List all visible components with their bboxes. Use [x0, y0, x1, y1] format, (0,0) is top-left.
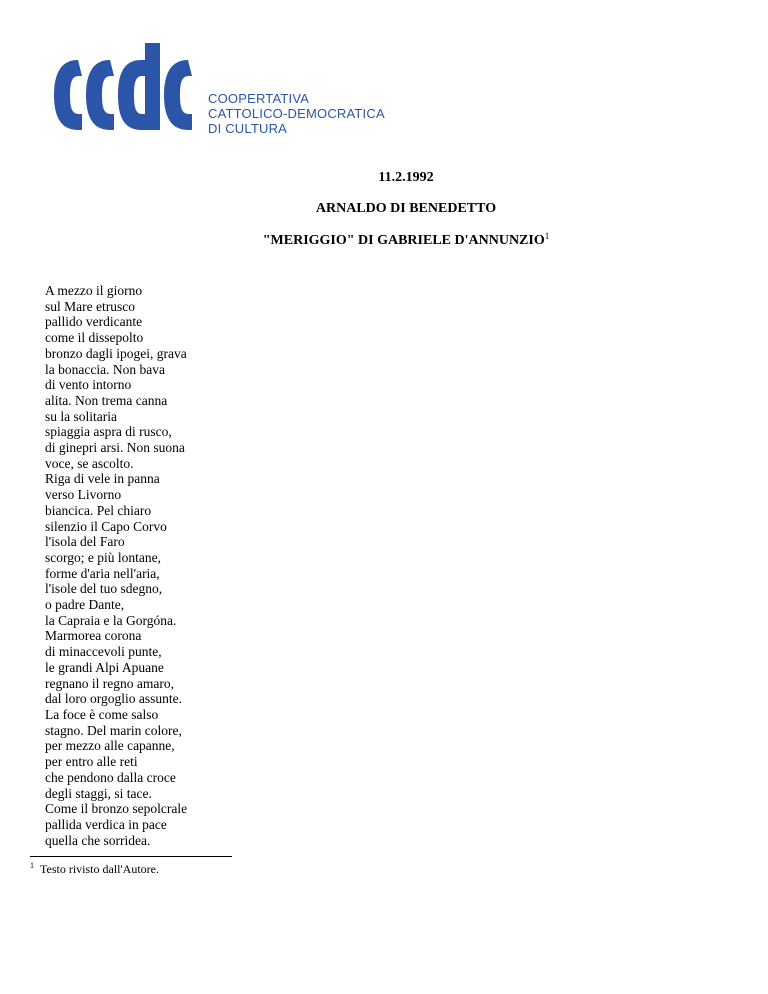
poem-line: Riga di vele in panna [45, 471, 160, 487]
poem-text [45, 283, 187, 848]
footnote-divider [30, 856, 232, 857]
poem-line: di ginepri arsi. Non suona [45, 440, 185, 456]
poem-line: pallido verdicante [45, 314, 143, 330]
poem-line: voce, se ascolto. [45, 455, 134, 471]
poem-line: sul Mare etrusco [45, 298, 135, 314]
poem-line: biancica. Pel chiaro [45, 502, 152, 518]
organization-name [208, 91, 385, 136]
footnote [30, 862, 159, 877]
document-title [22, 233, 768, 249]
poem-line: spiaggia aspra di rusco, [45, 424, 172, 440]
poem-line: Marmorea corona [45, 628, 142, 644]
poem-line: A mezzo il giorno [45, 283, 143, 298]
poem-line: verso Livorno [45, 487, 122, 503]
poem-line: di minaccevoli punte, [45, 644, 162, 660]
poem-line: La foce è come salso [45, 706, 159, 722]
ccdc-logo-letters [54, 43, 192, 130]
poem-line: le grandi Alpi Apuane [45, 659, 164, 675]
poem-line: alita. Non trema canna [45, 392, 168, 408]
poem-line: per mezzo alle capanne, [45, 738, 175, 754]
document-date: 11.2.1992 [378, 170, 434, 185]
org-name-line-3: DI CULTURA [208, 121, 288, 136]
poem-line: su la solitaria [45, 408, 117, 424]
poem-line: la bonaccia. Non bava [45, 361, 165, 377]
poem-line: forme d'aria nell'aria, [45, 565, 160, 581]
poem-line: come il dissepolto [45, 330, 144, 346]
document-author: ARNALDO DI BENEDETTO [315, 201, 497, 216]
document-title-text: "MERIGGIO" DI GABRIELE D'ANNUNZIO [262, 233, 545, 248]
poem-line: per entro alle reti [45, 754, 138, 770]
footnote-text: Testo rivisto dall'Autore. [40, 862, 159, 876]
poem-line: regnano il regno amaro, [45, 675, 174, 691]
poem-line: la Capraia e la Gorgóna. [45, 612, 177, 628]
poem-line: degli staggi, si tace. [45, 785, 152, 801]
poem-line: l'isole del tuo sdegno, [45, 581, 163, 597]
poem-line: bronzo dagli ipogei, grava [45, 345, 187, 361]
poem-line: stagno. Del marin colore, [45, 722, 182, 738]
ccdc-logo-graphic [48, 40, 198, 140]
poem-line: pallida verdica in pace [45, 816, 167, 832]
poem-line: silenzio il Capo Corvo [45, 518, 167, 534]
poem-line: o padre Dante, [45, 597, 125, 613]
poem-line: l'isola del Faro [45, 534, 125, 550]
ccdc-logo [48, 40, 198, 140]
footnote-mark: 1 [30, 861, 34, 870]
org-name-line-2: CATTOLICO-DEMOCRATICA [208, 106, 385, 121]
poem-line: che pendono dalla croce [45, 769, 176, 785]
poem-line: di vento intorno [45, 377, 132, 393]
poem-line: dal loro orgoglio assunte. [45, 691, 182, 707]
org-name-line-1: COOPERTATIVA [208, 91, 310, 106]
poem-line: scorgo; e più lontane, [45, 549, 161, 565]
title-footnote-mark: 1 [544, 231, 550, 241]
poem-line: Come il bronzo sepolcrale [45, 801, 188, 817]
poem-line: quella che sorridea. [45, 832, 151, 848]
